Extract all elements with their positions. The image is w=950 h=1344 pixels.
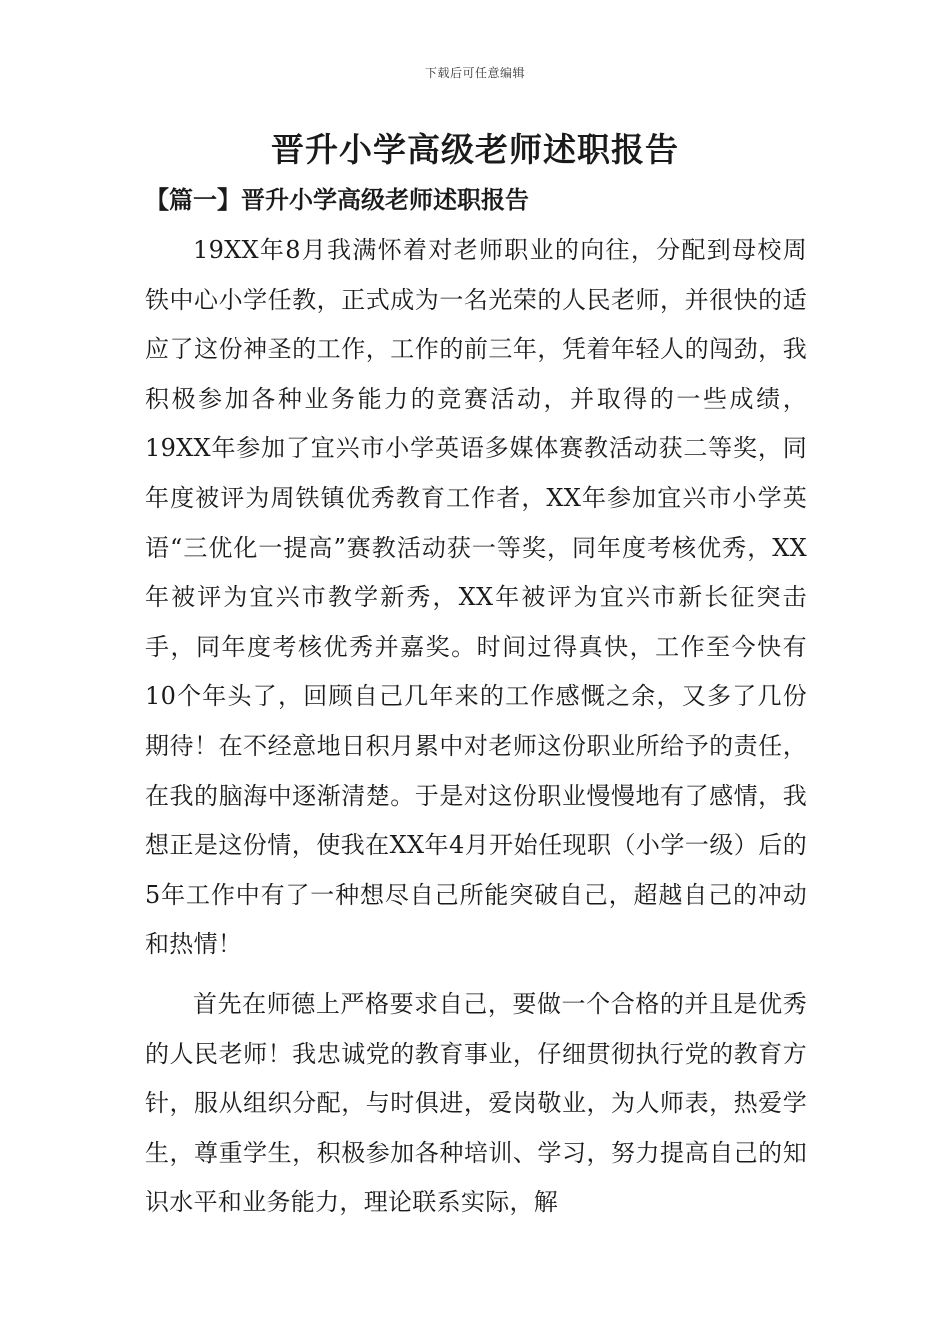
paragraph-2: 首先在师德上严格要求自己，要做一个合格的并且是优秀的人民老师！我忠诚党的教育事业，仔细贯彻执行党的教育方针，服从组织分配，与时俱进，爱岗敬业，为人师表，热爱学生，尊重学生，积极参加各种培训、学习，努力提高自己的知识水平和业务能力，理论联系实际，解 bbox=[145, 989, 807, 1217]
header-note: 下载后可任意编辑 bbox=[424, 66, 525, 80]
paragraph-1: 19XX年8月我满怀着对老师职业的向往，分配到母校周铁中心小学任教，正式成为一名光荣的人民老师，并很快的适应了这份神圣的工作，工作的前三年，凭着年轻人的闯劲，我积极参加各种业务能力的竞赛活动，并取得的一些成绩，19XX年参加了宜兴市小学英语多媒体赛教活动获二等奖，同年度被评为周铁镇优秀教育工作者，XX年参加宜兴市小学英语“三优化一提高”赛教活动获一等奖，同年度考核优秀，XX年被评为宜兴市教学新秀，XX年被评为宜兴市新长征突击手，同年度考核优秀并嘉奖。时间过得真快，工作至今快有10个年头了，回顾自己几年来的工作感慨之余，又多了几份期待！在不经意地日积月累中对老师这份职业所给予的责任，在我的脑海中逐渐清楚。于是对这份职业慢慢地有了感情，我想正是这份情，使我在XX年4月开始任现职（小学一级）后的5年工作中有了一种想尽自己所能突破自己，超越自己的冲动和热情！ bbox=[145, 236, 807, 959]
body-text bbox=[145, 226, 807, 1228]
document-title: 晋升小学高级老师述职报告 bbox=[271, 130, 679, 169]
section-heading: 【篇一】晋升小学高级老师述职报告 bbox=[145, 185, 529, 214]
